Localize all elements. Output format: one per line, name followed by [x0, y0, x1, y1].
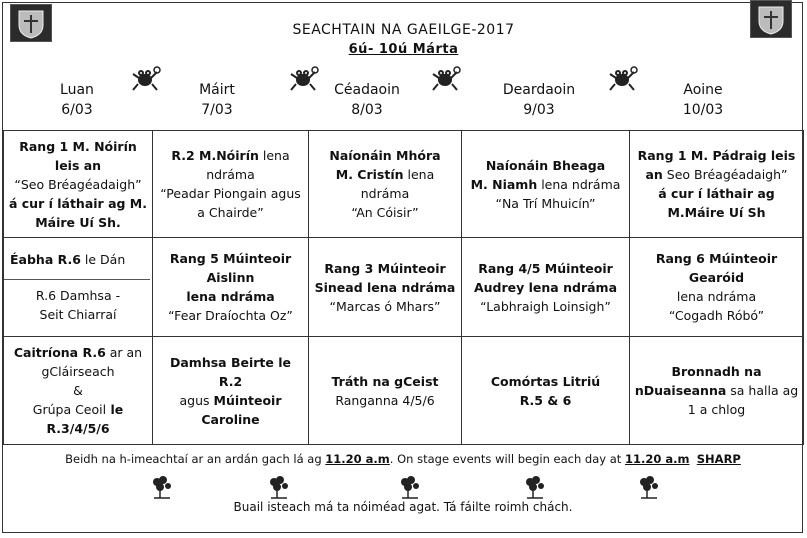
day-name: Céadaoin — [334, 82, 400, 98]
schedule-cell-deardaoin — [462, 337, 630, 445]
shamrock-icon — [396, 474, 424, 500]
schedule-cell-mairt — [153, 337, 309, 445]
cell-presenter: á cur í láthair ag M. Máire Uí Sh. — [8, 195, 147, 230]
day-date: 10/03 — [682, 102, 724, 118]
day-name: Luan — [60, 82, 94, 98]
cell-title: “Na Trí Mhuicín” — [495, 195, 596, 211]
cell-title: “Peadar Piongain agus a Chairde” — [160, 186, 301, 220]
cell-class: Rang 5 Múinteoir Aislinn — [169, 251, 292, 285]
schedule-cell-luan — [4, 238, 153, 337]
cell-class: Damhsa Beirte le R.2 — [170, 354, 291, 389]
day-date: 9/03 — [523, 102, 555, 118]
shamrock-icon — [521, 474, 549, 500]
day-name: Aoine — [683, 82, 723, 98]
cell-class: R.2 M.Nóirín — [171, 148, 259, 163]
cell-title: Seo Bréagéadaigh” — [662, 167, 788, 182]
cell-class: Tráth na gCeist — [331, 373, 439, 389]
schedule-cell-mairt — [153, 131, 309, 238]
day-date: 7/03 — [201, 102, 233, 118]
note-sharp: SHARP — [696, 452, 741, 466]
cell-class: Rang 1 M. Nóirín leis an — [19, 138, 137, 173]
cell-title: “Labhraigh Loinsigh” — [480, 298, 611, 314]
cell-text: R.5 & 6 — [519, 392, 572, 408]
cell-class: le R.3/4/5/6 — [46, 402, 124, 436]
day-header-aoine — [648, 80, 758, 120]
footer — [3, 444, 803, 532]
cell-title: “Seo Bréagéadaigh” — [14, 176, 142, 192]
frog-icon — [130, 62, 162, 94]
note-time: 11.20 a.m — [624, 452, 690, 466]
cell-text: sa halla ag 1 a chlog — [687, 383, 799, 417]
schedule-cell-ceadaoin — [309, 131, 462, 238]
schedule-cell-ceadaoin — [309, 337, 462, 445]
cell-presenter: á cur í láthair ag M.Máire Uí Sh — [658, 186, 775, 220]
day-header-luan — [22, 80, 132, 120]
cell-teacher: Múinteoir Caroline — [201, 392, 282, 427]
cell-teacher: M. Cristín — [335, 167, 404, 182]
cell-title: “An Cóisir” — [351, 205, 419, 220]
note-text: Beidh na h-imeachtaí ar an ardán gach lá ag — [65, 452, 326, 466]
table-row — [4, 238, 804, 337]
note-text: . On stage events will begin each day at — [389, 452, 625, 466]
page-title: SEACHTAIN NA GAEILGE-2017 — [292, 22, 515, 38]
cell-title: “Fear Draíochta Oz” — [168, 308, 293, 323]
day-header-mairt — [162, 80, 272, 120]
cell-class: Rang 4/5 Múinteoir Audrey lena ndráma — [473, 260, 618, 295]
schedule-cell-aoine — [630, 337, 804, 445]
cell-text: R.6 Damhsa - Seit Chiarraí — [35, 288, 121, 322]
cell-text: lena ndráma — [676, 289, 757, 304]
cell-title: “Marcas ó Mhars” — [329, 298, 441, 314]
cell-class: Naíonáin Bheaga — [485, 157, 606, 173]
table-row — [4, 131, 804, 238]
cell-class: Rang 6 Múinteoir Gearóid — [655, 251, 778, 285]
schedule-cell-luan — [4, 337, 153, 445]
cell-class: Caitríona R.6 — [13, 345, 106, 360]
cell-text: Ranganna 4/5/6 — [335, 392, 435, 408]
schedule-cell-aoine — [630, 131, 804, 238]
cell-text: agus — [179, 392, 214, 408]
cell-text: lena ndráma — [186, 289, 275, 304]
shamrock-icon — [635, 474, 663, 500]
cell-class: Naíonáin Mhóra — [329, 148, 441, 163]
day-date: 6/03 — [61, 102, 93, 118]
cell-text: le Dán — [80, 252, 126, 267]
schedule-cell-mairt — [153, 238, 309, 337]
day-name: Máirt — [199, 82, 235, 98]
day-header-deardaoin — [484, 80, 594, 120]
schedule-table — [3, 130, 804, 445]
cell-class: Rang 1 M. Pádraig leis an — [637, 148, 796, 182]
cell-text: & — [73, 383, 83, 398]
table-row — [4, 337, 804, 445]
shamrock-icon — [265, 474, 293, 500]
cell-divider — [4, 279, 151, 280]
schedule-cell-deardaoin — [462, 238, 630, 337]
cell-class: Éabha R.6 — [10, 252, 81, 267]
cell-title: “Cogadh Róbó” — [668, 308, 765, 323]
schedule-cell-luan — [4, 131, 153, 238]
day-header-ceadaoin — [312, 80, 422, 120]
frog-icon — [607, 62, 639, 94]
cell-text: lena ndráma — [360, 167, 435, 201]
shamrock-icon — [148, 474, 176, 500]
welcome-message: Buail isteach má ta nóiméad agat. Tá fáilte roimh chách. — [233, 500, 573, 514]
day-date: 8/03 — [351, 102, 383, 118]
cell-teacher: M. Niamh — [470, 176, 538, 192]
date-range: 6ú- 10ú Márta — [348, 42, 459, 57]
schedule-cell-deardaoin — [462, 131, 630, 238]
cell-class: Comórtas Litriú — [490, 373, 601, 389]
footer-note — [3, 452, 803, 466]
cell-class: Bronnadh na nDuaiseanna — [634, 364, 762, 398]
cell-text: ar an gCláirseach — [41, 345, 143, 379]
cell-class: Rang 3 Múinteoir Sinead lena ndráma — [314, 260, 456, 295]
day-name: Deardaoin — [502, 82, 576, 98]
schedule-cell-aoine — [630, 238, 804, 337]
cell-text: lena ndráma — [537, 176, 621, 192]
cell-text: lena ndráma — [206, 148, 290, 182]
cell-text: Grúpa Ceoil — [32, 402, 107, 417]
frog-icon — [430, 62, 462, 94]
note-time: 11.20 a.m — [325, 452, 390, 466]
schedule-cell-ceadaoin — [309, 238, 462, 337]
frog-icon — [288, 62, 320, 94]
